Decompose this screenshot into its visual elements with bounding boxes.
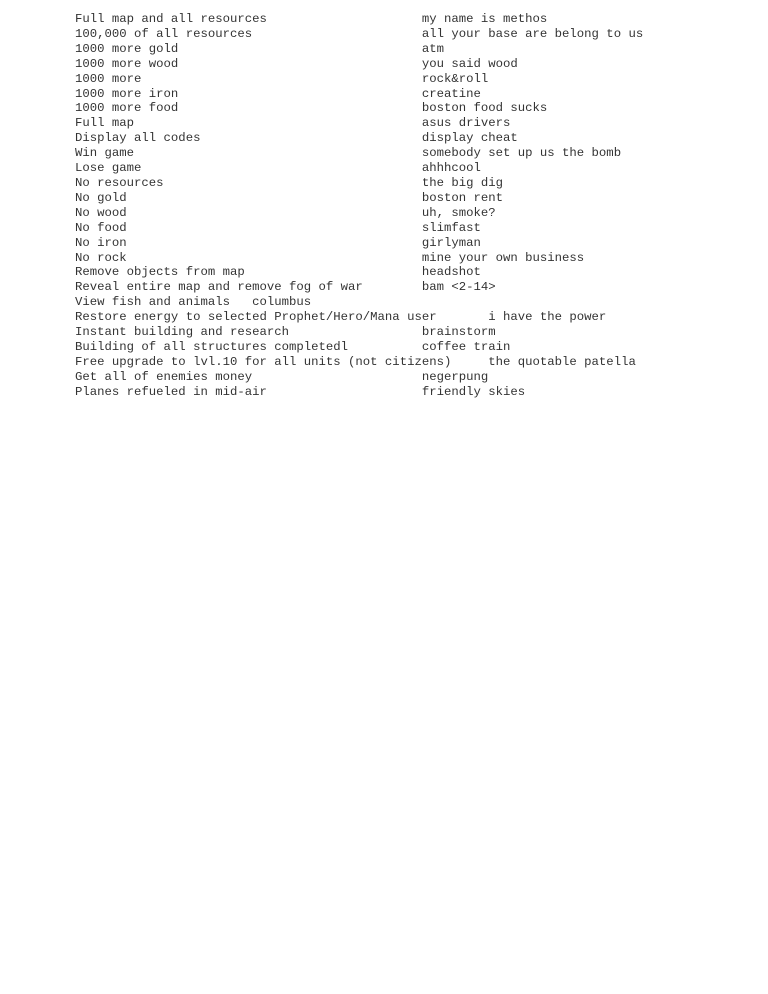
text-line: Lose game ahhhcool (75, 161, 481, 176)
document-page (75, 12, 755, 400)
text-line: View fish and animals columbus (75, 295, 312, 310)
text-line: Planes refueled in mid-air friendly skies (75, 384, 526, 399)
text-line: 1000 more food boston food sucks (75, 101, 548, 116)
text-line: Full map and all resources my name is methos (75, 12, 548, 26)
text-line: No resources the big dig (75, 175, 504, 190)
text-line: Win game somebody set up us the bomb (75, 146, 622, 161)
text-line: No iron girlyman (75, 235, 481, 250)
text-line: No gold boston rent (75, 190, 504, 205)
text-line: Remove objects from map headshot (75, 265, 481, 280)
text-line: No rock mine your own business (75, 250, 585, 265)
cheat-code-list (75, 12, 755, 400)
text-line: No food slimfast (75, 220, 481, 235)
text-line: 100,000 of all resources all your base are belong to us (75, 26, 644, 41)
text-line: 1000 more iron creatine (75, 86, 481, 101)
text-line: Full map asus drivers (75, 116, 511, 131)
text-line: Building of all structures completedl coffee train (75, 339, 511, 354)
text-line: Display all codes display cheat (75, 131, 518, 146)
text-line: Reveal entire map and remove fog of war bam <2-14> (75, 280, 496, 295)
text-line: 1000 more rock&roll (75, 71, 489, 86)
text-line: No wood uh, smoke? (75, 205, 496, 220)
text-line: Get all of enemies money negerpung (75, 369, 489, 384)
text-line: 1000 more wood you said wood (75, 56, 518, 71)
text-line: Instant building and research brainstorm (75, 325, 496, 340)
text-line: Restore energy to selected Prophet/Hero/Mana user i have the power (75, 310, 607, 325)
text-line: 1000 more gold atm (75, 41, 444, 56)
text-line: Free upgrade to lvl.10 for all units (not citizens) the quotable patella (75, 354, 636, 369)
